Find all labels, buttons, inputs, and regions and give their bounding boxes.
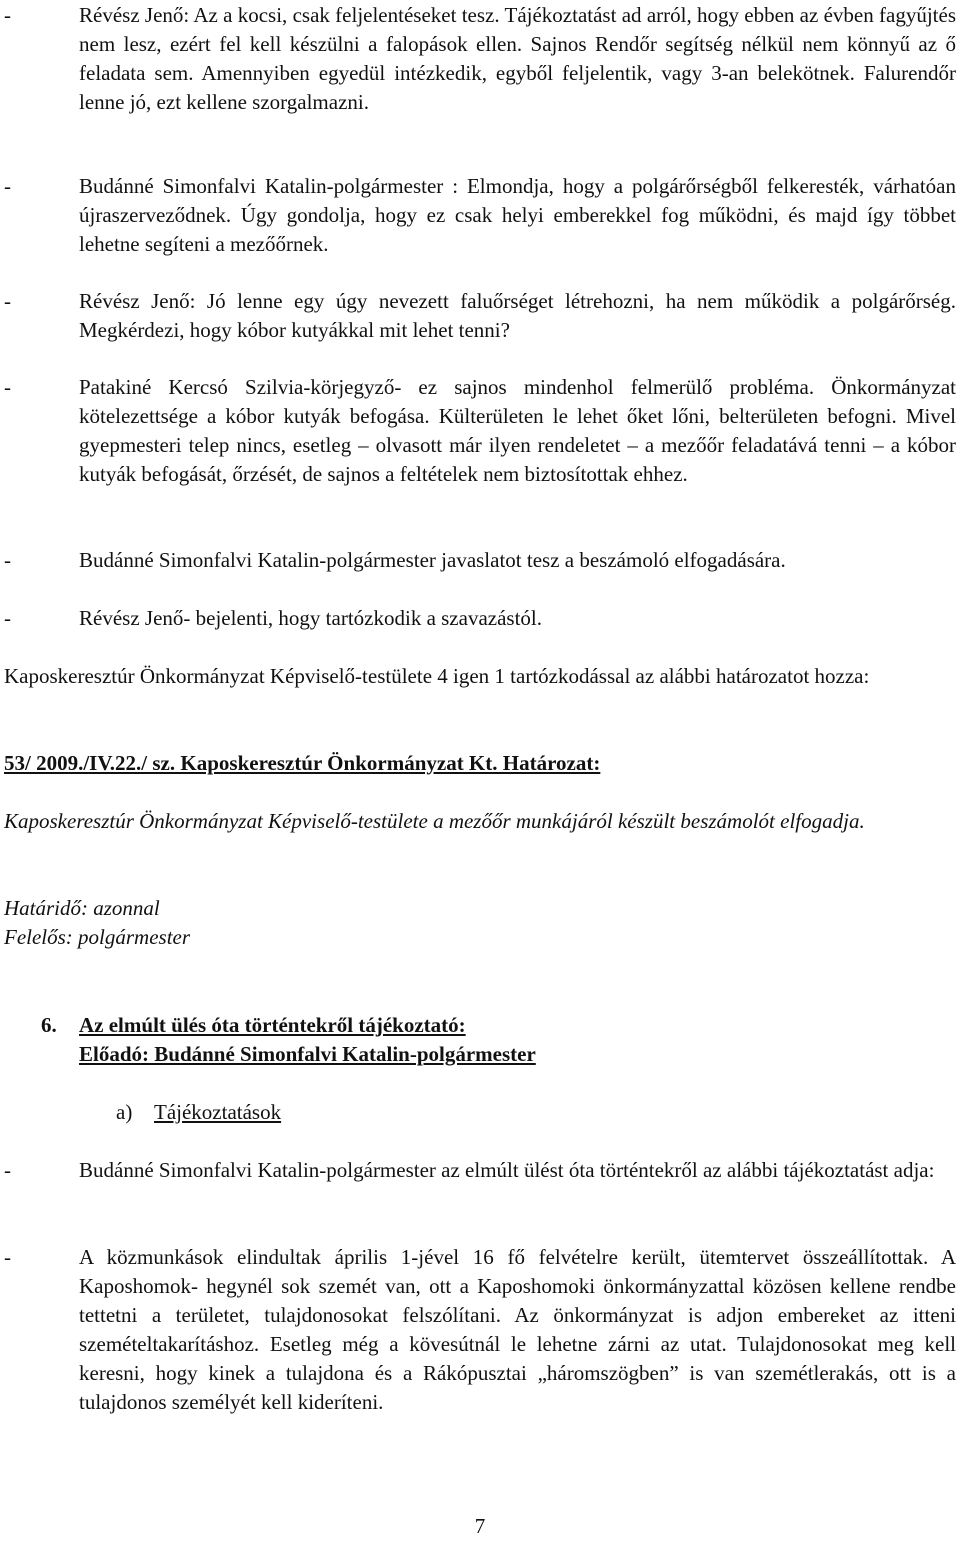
- paragraph-text: A közmunkások elindultak április 1-jével 16 fő felvételre került, ütemtervet összeállítottak. A Kaposhomok- hegynél sok szemét van, ott a Kaposhomoki önkormányzattal közösen kellene rendbe tettetni a területet, tulajdonosokat felszólítani. Az önkormányzat is adjon embereket az itteni szemételtakarításhoz. Esetleg még a kövesútnál le lehetne zárni az utat. Tulajdonosokat meg kell keresni, hogy kinek a tulajdona és a Rákópusztai „háromszögben” is van szemétlerakás, ott is a tulajdonos személyét kell kideríteni.: [79, 1245, 956, 1414]
- paragraph-budanne-3: [4, 1156, 956, 1185]
- resolution-text: Kaposkeresztúr Önkormányzat Képviselő-testülete a mezőőr munkájáról készült beszámolót elfogadja.: [4, 809, 865, 833]
- list-dash: -: [4, 1158, 11, 1182]
- subsection-label: Tájékoztatások: [154, 1100, 282, 1124]
- paragraph-patakine: [4, 373, 956, 489]
- paragraph-revesz-1: [4, 1, 956, 117]
- list-dash: -: [4, 548, 11, 572]
- list-dash: -: [4, 3, 11, 27]
- list-dash: -: [4, 174, 11, 198]
- responsible: Felelős: polgármester: [4, 925, 191, 949]
- paragraph-text: Budánné Simonfalvi Katalin-polgármester javaslatot tesz a beszámoló elfogadására.: [79, 548, 786, 572]
- section-presenter: Előadó: Budánné Simonfalvi Katalin-polgármester: [79, 1042, 536, 1066]
- paragraph-kozmunkasok: [4, 1243, 956, 1417]
- paragraph-text: Patakiné Kercsó Szilvia-körjegyző- ez sajnos mindenhol felmerülő probléma. Önkormányzat kötelezettsége a kóbor kutyák befogása. Külterületen le lehet őket lőni, belterületen befogni. Mivel gyepmesteri telep nincs, esetleg – olvasott már ilyen rendeletet – a mezőőr feladatává tenni – a kóbor kutyák befogását, őrzését, de sajnos a feltételek nem biztosítottak ehhez.: [79, 375, 956, 486]
- section-title: Az elmúlt ülés óta történtekről tájékoztató:: [79, 1013, 466, 1037]
- paragraph-text: Budánné Simonfalvi Katalin-polgármester az elmúlt ülést óta történtekről az alábbi tájékoztatást adja:: [79, 1158, 935, 1182]
- section-number: 6.: [41, 1013, 57, 1037]
- list-dash: -: [4, 1245, 11, 1269]
- deadline: Határidő: azonnal: [4, 896, 160, 920]
- subsection-prefix: a): [116, 1100, 133, 1124]
- page-number: 7: [474, 1514, 486, 1538]
- paragraph-text: Révész Jenő: Az a kocsi, csak feljelentéseket tesz. Tájékoztatást ad arról, hogy ebben az évben fagyűjtés nem lesz, ezért fel kell készülni a falopások ellen. Sajnos Rendőr segítség nélkül nem könnyű az ő feladata sem. Amennyiben egyedül intézkedik, egyből feljelentik, vagy 3-an belekötnek. Falurendőr lenne jó, ezt kellene szorgalmazni.: [79, 3, 956, 114]
- list-dash: -: [4, 375, 11, 399]
- paragraph-text: Révész Jenő: Jó lenne egy úgy nevezett faluőrséget létrehozni, ha nem működik a polgárőrség. Megkérdezi, hogy kóbor kutyákkal mit lehet tenni?: [79, 289, 956, 342]
- list-dash: -: [4, 289, 11, 313]
- paragraph-budanne-1: [4, 172, 956, 259]
- resolution-title: 53/ 2009./IV.22./ sz. Kaposkeresztúr Önkormányzat Kt. Határozat:: [4, 751, 601, 775]
- paragraph-budanne-2: [4, 546, 956, 575]
- paragraph-revesz-2: [4, 287, 956, 345]
- vote-statement: Kaposkeresztúr Önkormányzat Képviselő-testülete 4 igen 1 tartózkodással az alábbi határozatot hozza:: [4, 664, 870, 688]
- list-dash: -: [4, 606, 11, 630]
- paragraph-text: Budánné Simonfalvi Katalin-polgármester : Elmondja, hogy a polgárőrségből felkeresték, várhatóan újraszerveződnek. Úgy gondolja, hogy ez csak helyi emberekkel fog működni, és majd így többet lehetne segíteni a mezőőrnek.: [79, 174, 956, 256]
- paragraph-text: Révész Jenő- bejelenti, hogy tartózkodik a szavazástól.: [79, 606, 543, 630]
- paragraph-revesz-3: [4, 604, 956, 633]
